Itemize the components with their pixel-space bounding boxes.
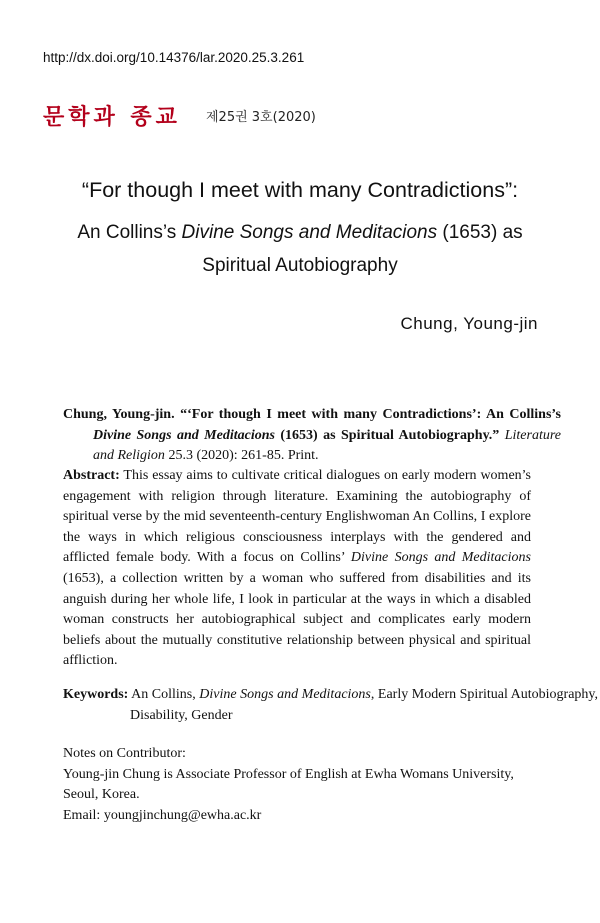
- citation: [63, 405, 561, 467]
- contributor-notes: [63, 744, 531, 826]
- citation-journal: Literature and Religion: [93, 427, 561, 464]
- keywords-italic: Divine Songs and Meditacions: [199, 687, 371, 702]
- keywords-label: Keywords:: [63, 687, 129, 702]
- subtitle-part: (1653) as: [437, 222, 523, 243]
- keywords-text: , Early Modern Spiritual Autobiography, Disability, Gender: [130, 687, 598, 723]
- article-subtitle: [30, 216, 570, 282]
- article-title: “For though I meet with many Contradictions”:: [81, 178, 519, 202]
- abstract-italic: Divine Songs and Meditacions: [350, 550, 531, 566]
- abstract: [63, 466, 531, 672]
- subtitle-italic: Divine Songs and Meditacions: [181, 222, 438, 243]
- journal-logo: 문학과 종교: [43, 105, 181, 130]
- citation-title-end: (1653) as Spiritual Autobiography.”: [274, 427, 500, 443]
- keywords: [63, 685, 598, 726]
- doi-link[interactable]: http://dx.doi.org/10.14376/lar.2020.25.3.261: [43, 50, 305, 65]
- journal-header: [43, 100, 563, 132]
- subtitle-part: Spiritual Autobiography: [202, 255, 398, 276]
- keywords-text: An Collins,: [128, 687, 200, 702]
- notes-heading: Notes on Contributor:: [63, 746, 186, 761]
- author-name: Chung, Young-jin: [400, 314, 538, 333]
- citation-author-title: Chung, Young-jin. “‘For though I meet with many Contradictions’: An Collins’s: [63, 407, 561, 422]
- citation-rest: 25.3 (2020): 261-85. Print.: [164, 448, 319, 464]
- abstract-text: (1653), a collection written by a woman who suffered from disabilities and its anguish during her whole life, I look in particular at the ways in which a disabled woman constructs her autobiographical subject and complicates early modern beliefs about the mutually constitutive relationship between physical and spiritual affliction.: [63, 570, 531, 669]
- citation-book-title: Divine Songs and Meditacions: [93, 427, 275, 443]
- journal-issue: 제25권 3호(2020): [206, 110, 316, 125]
- abstract-label: Abstract:: [63, 468, 120, 483]
- notes-email[interactable]: Email: youngjinchung@ewha.ac.kr: [63, 807, 262, 823]
- citation-bold: [63, 407, 561, 443]
- notes-bio: Young-jin Chung is Associate Professor of English at Ewha Womans University, Seoul, Korea.: [63, 766, 514, 803]
- subtitle-part: An Collins’s: [77, 222, 182, 243]
- abstract-text: This essay aims to cultivate critical dialogues on early modern women’s engagement with religion through literature. Examining the autobiography of spiritual verse by the mid seventeenth-century Englishwoman An Collins, I explore the ways in which religious consciousness interplays with the gendered and afflicted female body. With a focus on Collins’: [63, 468, 531, 566]
